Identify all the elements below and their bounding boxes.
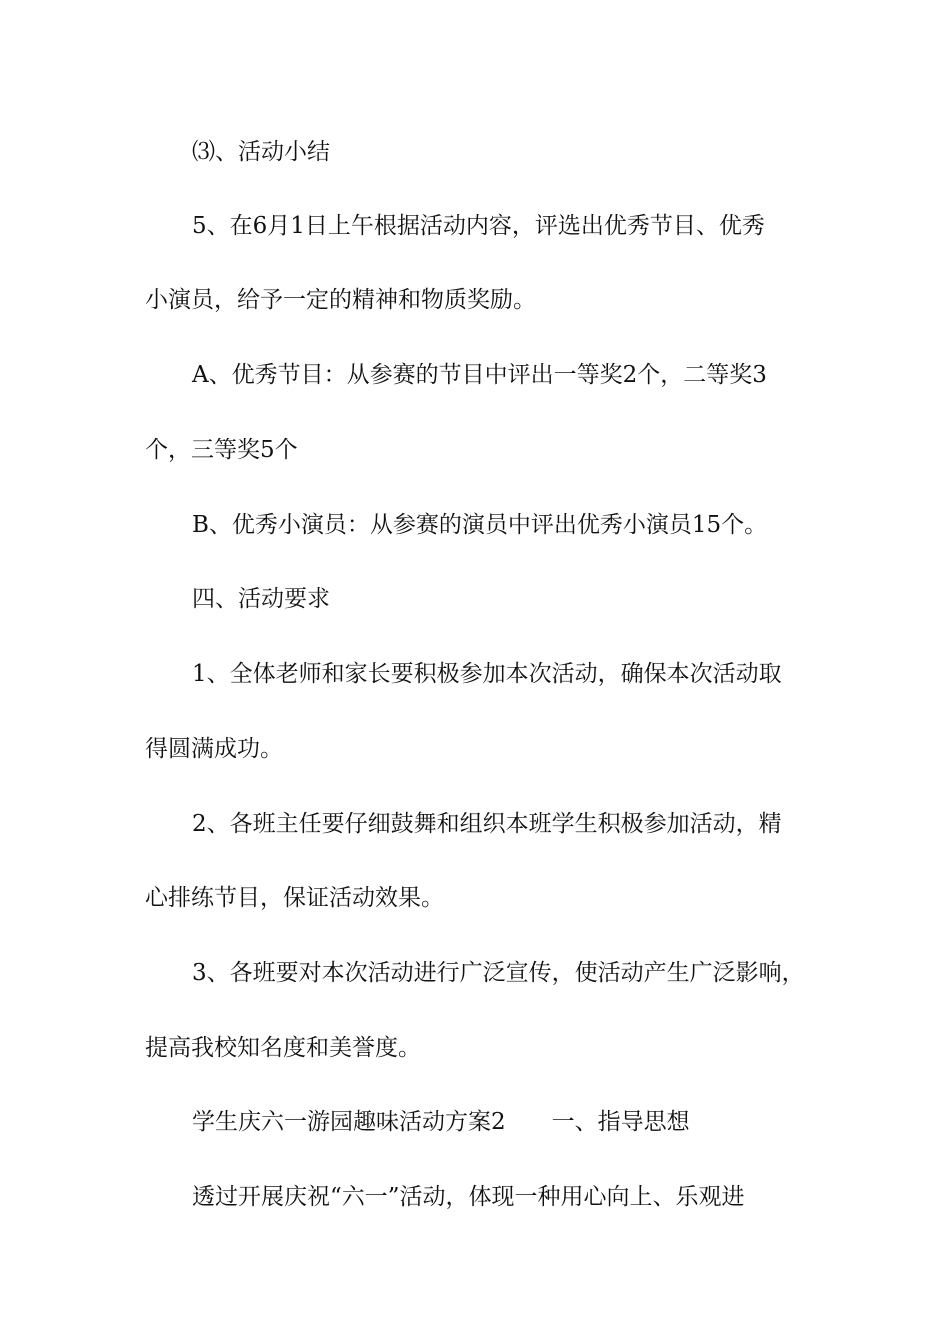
paragraph-actor-award: B、优秀小演员：从参赛的演员中评出优秀小演员15个。 xyxy=(192,512,768,538)
section-heading-summary: ⑶、活动小结 xyxy=(192,139,330,165)
paragraph-req1-line-1: 1、全体老师和家长要积极参加本次活动，确保本次活动取 xyxy=(192,661,782,687)
paragraph-req1-line-2: 得圆满成功。 xyxy=(145,736,283,762)
paragraph-guiding-idea: 透过开展庆祝“六一”活动，体现一种用心向上、乐观进 xyxy=(192,1184,745,1210)
paragraph-program-award-2: 个，三等奖5个 xyxy=(145,437,298,463)
paragraph-req2-line-2: 心排练节目，保证活动效果。 xyxy=(145,885,444,911)
paragraph-req3-line-2: 提高我校知名度和美誉度。 xyxy=(145,1035,421,1061)
paragraph-award-line-1: 5、在6月1日上午根据活动内容，评选出优秀节目、优秀 xyxy=(192,213,765,239)
paragraph-req2-line-1: 2、各班主任要仔细鼓舞和组织本班学生积极参加活动，精 xyxy=(192,811,782,837)
paragraph-req3-line-1: 3、各班要对本次活动进行广泛宣传，使活动产生广泛影响， xyxy=(192,960,805,986)
plan-2-title-heading: 学生庆六一游园趣味活动方案2 一、指导思想 xyxy=(192,1109,690,1135)
paragraph-program-award-1: A、优秀节目：从参赛的节目中评出一等奖2个，二等奖3 xyxy=(192,362,767,388)
paragraph-award-line-2: 小演员，给予一定的精神和物质奖励。 xyxy=(145,287,536,313)
section-heading-requirements: 四、活动要求 xyxy=(192,586,330,612)
